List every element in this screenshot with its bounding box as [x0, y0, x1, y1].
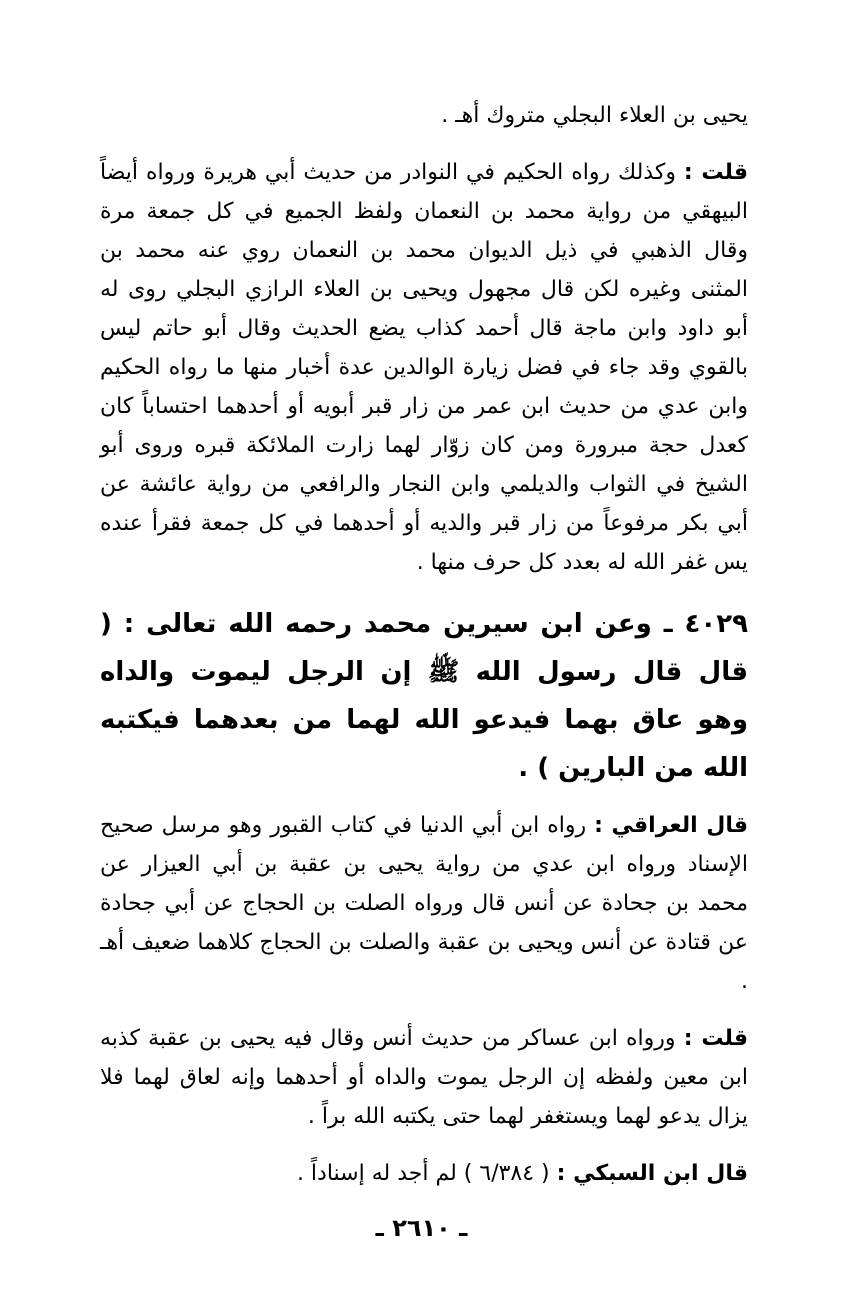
hadith-heading: [100, 600, 748, 792]
paragraph-2-lead: قلت :: [683, 160, 748, 185]
paragraph-3: [100, 806, 748, 1001]
paragraph-3-text: رواه ابن أبي الدنيا في كتاب القبور وهو مرسل صحيح الإسناد ورواه ابن عدي من رواية يحيى بن عقبة بن أبي العيزار عن محمد بن جحادة عن أنس قال ورواه الصلت بن الحجاج عن أبي جحادة عن قتادة عن أنس ويحيى بن عقبة والصلت بن الحجاج كلاهما ضعيف أهـ .: [100, 813, 748, 994]
page-body: [100, 96, 748, 1193]
paragraph-5-lead: قال ابن السبكي :: [556, 1161, 748, 1186]
paragraph-4-text: ورواه ابن عساكر من حديث أنس وقال فيه يحيى بن عقبة كذبه ابن معين ولفظه إن الرجل يموت والداه أو أحدهما وإنه لعاق لهما فلا يزال يدعو لهما ويستغفر لهما حتى يكتبه الله براً .: [100, 1026, 748, 1129]
paragraph-4-lead: قلت :: [683, 1026, 748, 1051]
paragraph-5: [100, 1154, 748, 1193]
paragraph-1: [100, 96, 748, 135]
paragraph-4: [100, 1019, 748, 1136]
paragraph-5-text: ( ٦/٣٨٤ ) لم أجد له إسناداً .: [296, 1161, 557, 1186]
paragraph-3-lead: قال العراقي :: [594, 813, 748, 838]
hadith-text: ٤٠٢٩ ـ وعن ابن سيرين محمد رحمه الله تعالى : ( قال قال رسول الله ﷺ إن الرجل ليموت والداه وهو عاق بهما فيدعو الله لهما من بعدهما فيكتبه الله من البارين ) .: [100, 609, 748, 783]
page-number: ـ ٢٦١٠ ـ: [375, 1214, 468, 1242]
paragraph-1-text: يحيى بن العلاء البجلي متروك أهـ .: [441, 103, 748, 128]
paragraph-2-text: وكذلك رواه الحكيم في النوادر من حديث أبي هريرة ورواه أيضاً البيهقي من رواية محمد بن النعمان ولفظ الجميع في كل جمعة مرة وقال الذهبي في ذيل الديوان محمد بن النعمان روي عنه محمد بن المثنى وغيره لكن قال مجهول ويحيى بن العلاء الرازي البجلي روى له أبو داود وابن ماجة قال أحمد كذاب يضع الحديث وقال أبو حاتم ليس بالقوي وقد جاء في فضل زيارة الوالدين عدة أخبار منها ما رواه الحكيم وابن عدي من حديث ابن عمر من زار قبر أبويه أو أحدهما احتساباً كان كعدل حجة مبرورة ومن كان زوّار لهما زارت الملائكة قبره وروى أبو الشيخ في الثواب والديلمي وابن النجار والرافعي من رواية عائشة عن أبي بكر مرفوعاً من زار قبر والديه أو أحدهما في كل جمعة فقرأ عنده يس غفر الله له بعدد كل حرف منها .: [100, 160, 748, 575]
paragraph-2: [100, 153, 748, 582]
